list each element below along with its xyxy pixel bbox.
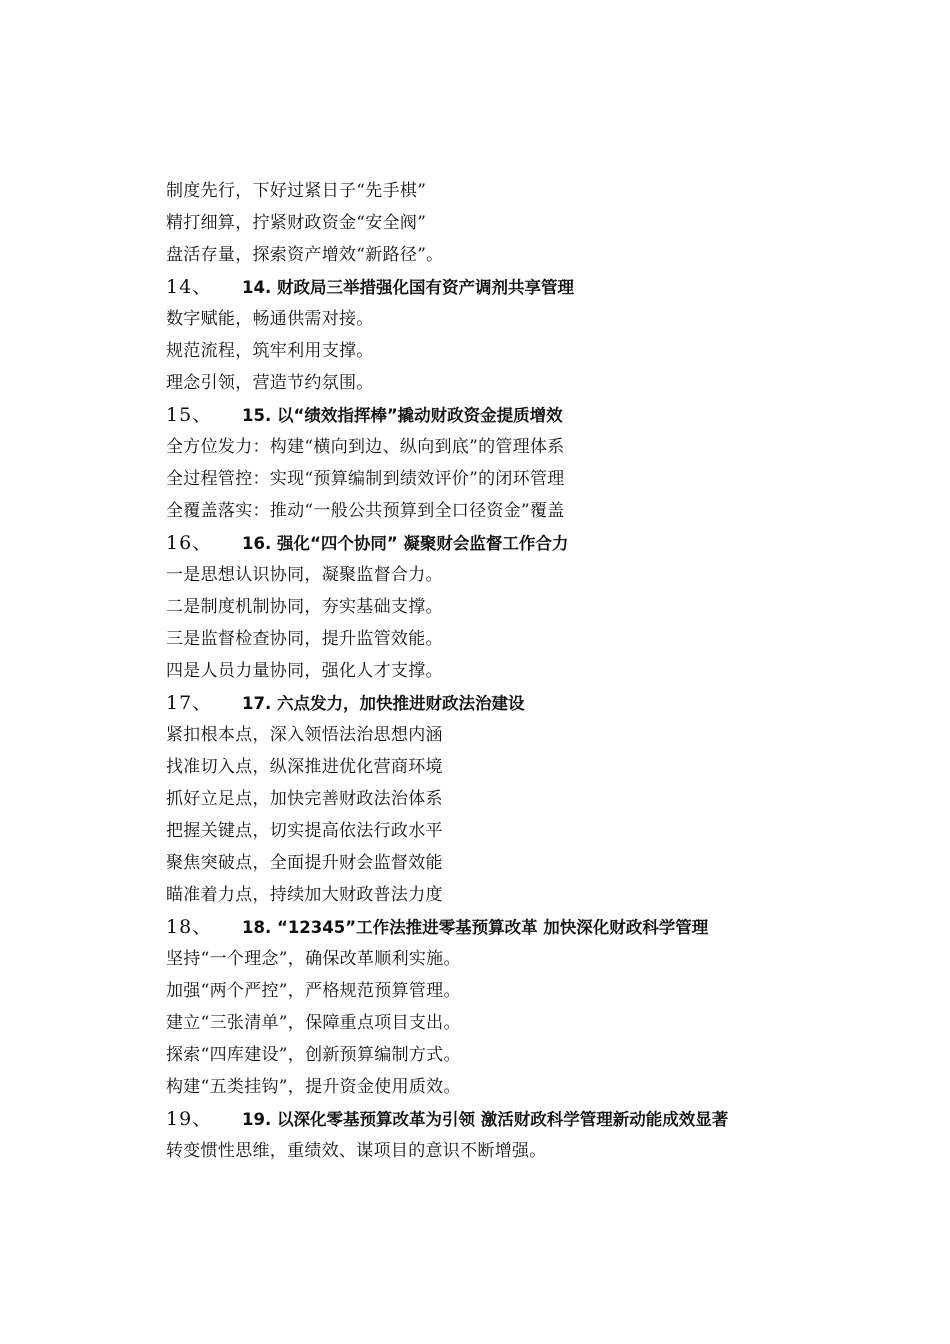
body-line: 理念引领，营造节约氛围。	[166, 373, 374, 393]
section-title: 18. “12345”工作法推进零基预算改革 加快深化财政科学管理	[242, 918, 709, 937]
body-line: 探索“四库建设”，创新预算编制方式。	[166, 1045, 461, 1065]
section-number: 17、	[166, 692, 213, 714]
section-heading	[166, 911, 866, 943]
section-heading	[166, 271, 866, 303]
section-heading	[166, 527, 866, 559]
body-line: 抓好立足点，加快完善财政法治体系	[166, 789, 443, 809]
section-heading	[166, 399, 866, 431]
section-number: 14、	[166, 276, 213, 298]
section-number: 16、	[166, 532, 213, 554]
body-line: 找准切入点，纵深推进优化营商环境	[166, 757, 443, 777]
section-title: 14. 财政局三举措强化国有资产调剂共享管理	[242, 278, 574, 297]
section-number: 19、	[166, 1108, 213, 1130]
section-heading	[166, 1103, 866, 1135]
body-line: 构建“五类挂钩”，提升资金使用质效。	[166, 1077, 461, 1097]
body-line: 全过程管控：实现“预算编制到绩效评价”的闭环管理	[166, 469, 565, 489]
body-line: 瞄准着力点，持续加大财政普法力度	[166, 885, 443, 905]
body-line: 制度先行，下好过紧日子“先手棋”	[166, 181, 427, 201]
body-line: 把握关键点，切实提高依法行政水平	[166, 821, 443, 841]
section-title: 17. 六点发力，加快推进财政法治建设	[242, 694, 525, 713]
section-title: 15. 以“绩效指挥棒”撬动财政资金提质增效	[242, 406, 563, 425]
section-number: 15、	[166, 404, 213, 426]
body-line: 转变惯性思维，重绩效、谋项目的意识不断增强。	[166, 1141, 547, 1161]
body-line: 精打细算，拧紧财政资金“安全阀”	[166, 213, 427, 233]
section-title: 16. 强化“四个协同” 凝聚财会监督工作合力	[242, 534, 569, 553]
body-line: 建立“三张清单”，保障重点项目支出。	[166, 1013, 461, 1033]
section-number: 18、	[166, 916, 213, 938]
body-line: 坚持“一个理念”，确保改革顺利实施。	[166, 949, 461, 969]
body-line: 数字赋能，畅通供需对接。	[166, 309, 374, 329]
body-line: 四是人员力量协同，强化人才支撑。	[166, 661, 443, 681]
body-line: 紧扣根本点，深入领悟法治思想内涵	[166, 725, 443, 745]
document-body	[166, 175, 866, 1167]
body-line: 全方位发力：构建“横向到边、纵向到底”的管理体系	[166, 437, 565, 457]
body-line: 盘活存量，探索资产增效“新路径”。	[166, 245, 444, 265]
body-line: 规范流程，筑牢利用支撑。	[166, 341, 374, 361]
section-title: 19. 以深化零基预算改革为引领 激活财政科学管理新动能成效显著	[242, 1110, 729, 1129]
body-line: 三是监督检查协同，提升监管效能。	[166, 629, 443, 649]
body-line: 聚焦突破点，全面提升财会监督效能	[166, 853, 443, 873]
section-heading	[166, 687, 866, 719]
body-line: 全覆盖落实：推动“一般公共预算到全口径资金”覆盖	[166, 501, 565, 521]
body-line: 加强“两个严控”，严格规范预算管理。	[166, 981, 461, 1001]
body-line: 二是制度机制协同，夯实基础支撑。	[166, 597, 443, 617]
body-line: 一是思想认识协同，凝聚监督合力。	[166, 565, 443, 585]
